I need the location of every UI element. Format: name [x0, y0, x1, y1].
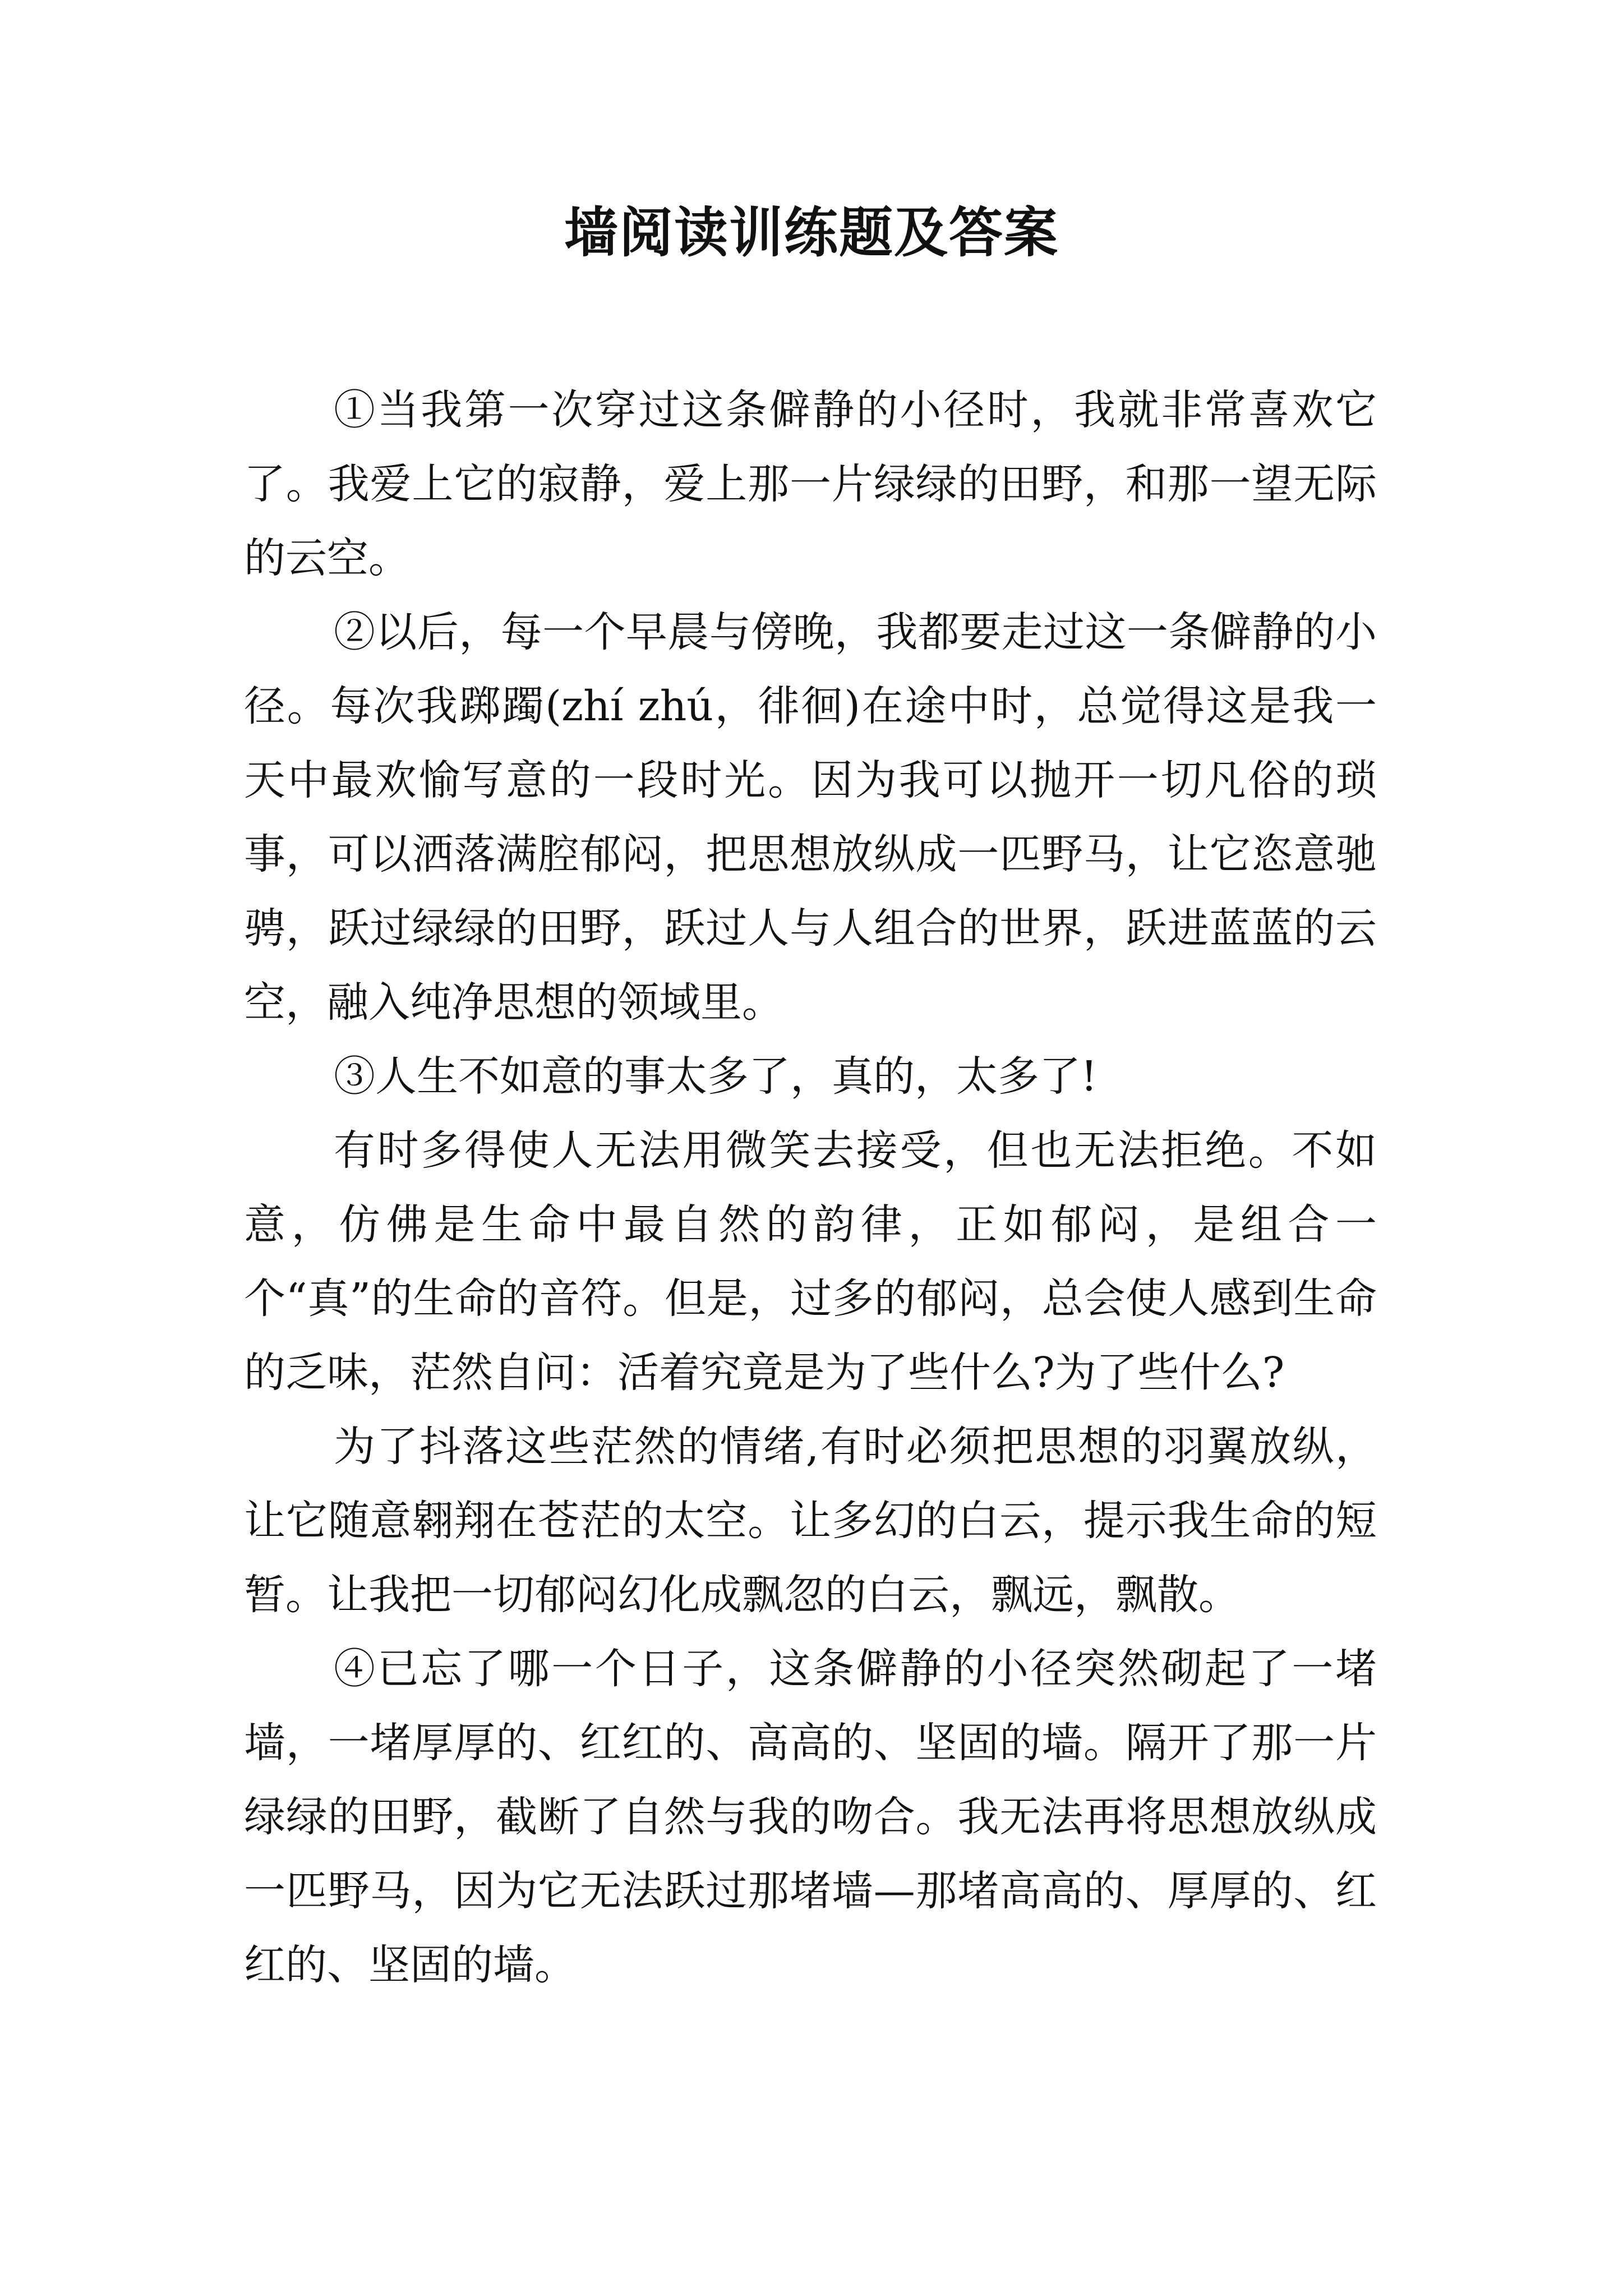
paragraph-4: 有时多得使人无法用微笑去接受，但也无法拒绝。不如意，仿佛是生命中最自然的韵律，正如郁闷，是组合一个“真”的生命的音符。但是，过多的郁闷，总会使人感到生命的乏味，茫然自问：活着究竟是为了些什么?为了些什么?: [244, 1126, 1377, 1397]
paragraph-5: 为了抖落这些茫然的情绪,有时必须把思想的羽翼放纵，让它随意翱翔在苍茫的太空。让多幻的白云，提示我生命的短暂。让我把一切郁闷幻化成飘忽的白云，飘远，飘散。: [244, 1423, 1377, 1619]
paragraph-1: ①当我第一次穿过这条僻静的小径时，我就非常喜欢它了。我爱上它的寂静，爱上那一片绿绿的田野，和那一望无际的云空。: [244, 386, 1377, 582]
document-body: [244, 373, 1377, 2002]
paragraph-3: ③人生不如意的事太多了，真的，太多了!: [334, 1052, 1098, 1101]
paragraph-6: ④已忘了哪一个日子，这条僻静的小径突然砌起了一堵墙，一堵厚厚的、红红的、高高的、坚固的墙。隔开了那一片绿绿的田野，截断了自然与我的吻合。我无法再将思想放纵成一匹野马，因为它无法跃过那堵墙—那堵高高的、厚厚的、红红的、坚固的墙。: [244, 1645, 1377, 1989]
document-title: 墙阅读训练题及答案: [564, 201, 1059, 264]
paragraph-2: ②以后，每一个早晨与傍晚，我都要走过这一条僻静的小径。每次我踯躅(zhí zhú，徘徊)在途中时，总觉得这是我一天中最欢愉写意的一段时光。因为我可以抛开一切凡俗的琐事，可以洒落满腔郁闷，把思想放纵成一匹野马，让它恣意驰骋，跃过绿绿的田野，跃过人与人组合的世界，跃进蓝蓝的云空，融入纯净思想的领域里。: [244, 608, 1377, 1027]
